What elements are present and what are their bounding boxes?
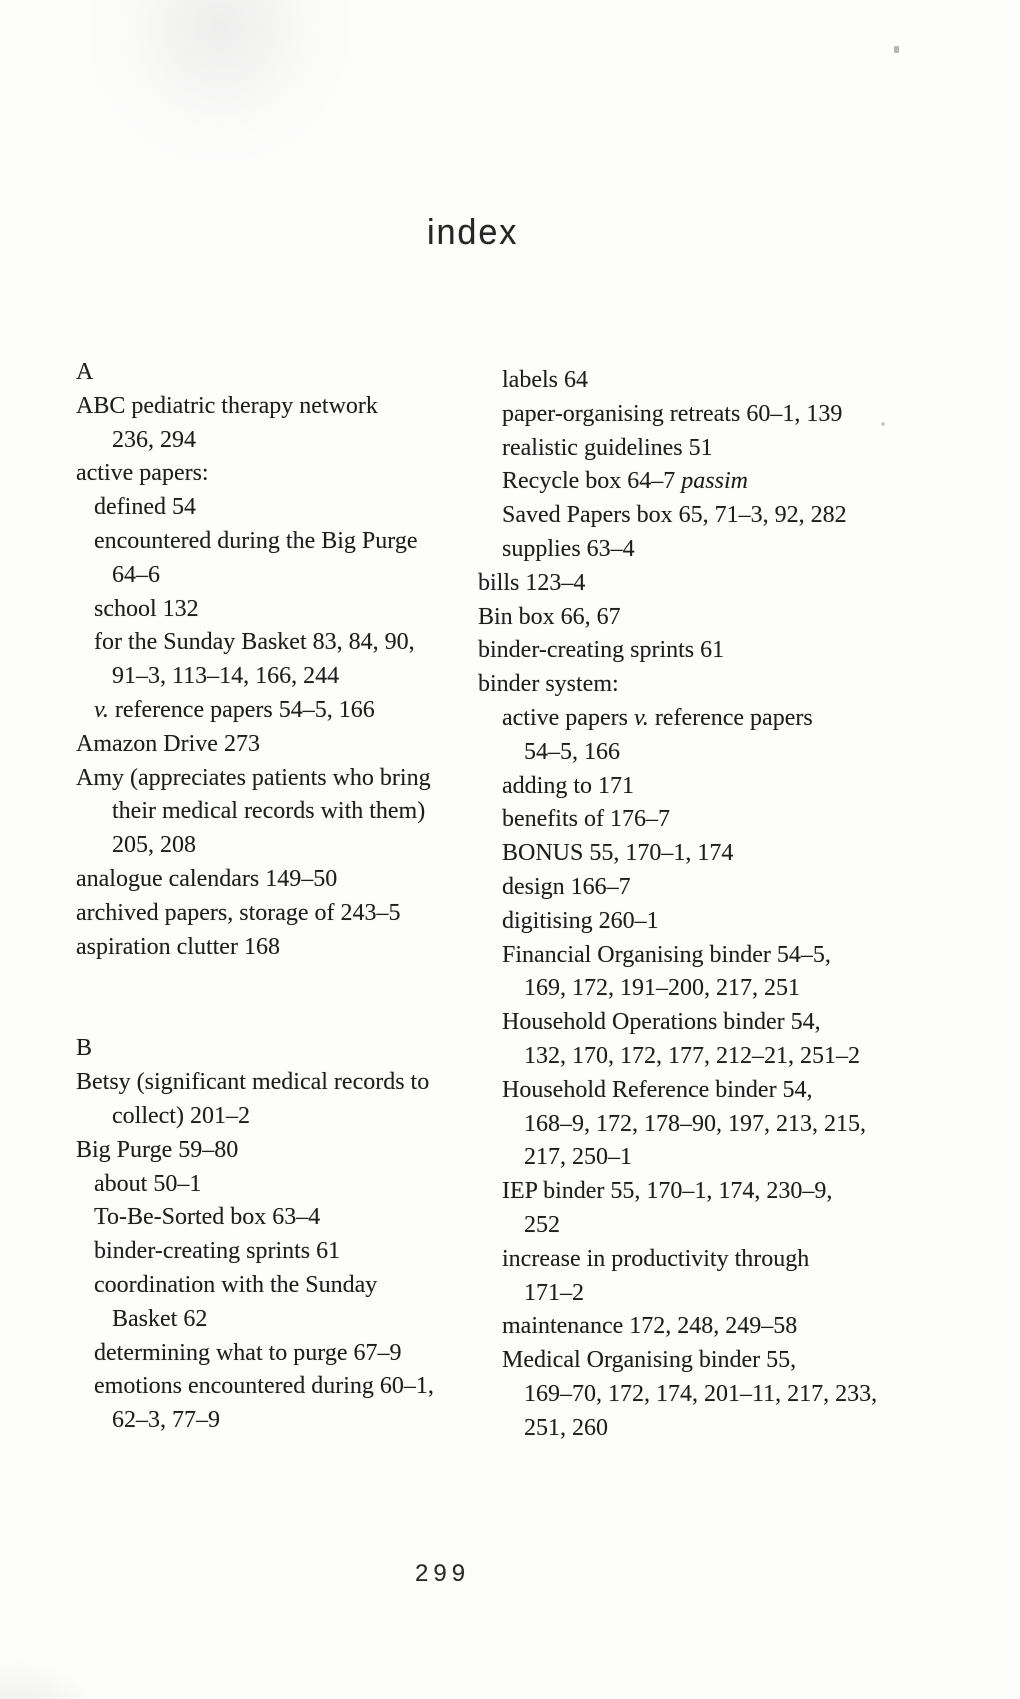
index-entry-line: 168–9, 172, 178–90, 197, 213, 215,	[524, 1110, 866, 1137]
index-entry-line: 171–2	[524, 1279, 584, 1306]
index-entry-line: Amazon Drive 273	[76, 730, 260, 757]
index-entry-line: Amy (appreciates patients who bring	[76, 764, 431, 791]
index-entry-line: v. reference papers 54–5, 166	[94, 696, 375, 723]
index-entry-line: ABC pediatric therapy network	[76, 392, 378, 419]
index-entry-line: about 50–1	[94, 1170, 202, 1197]
index-entry-line: emotions encountered during 60–1,	[94, 1373, 434, 1400]
index-column-left	[76, 356, 471, 1438]
index-entry-line: maintenance 172, 248, 249–58	[502, 1313, 798, 1340]
index-entry-line: Household Operations binder 54,	[502, 1009, 821, 1036]
index-entry-line: IEP binder 55, 170–1, 174, 230–9,	[502, 1178, 833, 1205]
index-entry-line: active papers v. reference papers	[502, 704, 813, 731]
index-entry-line: B	[76, 1035, 93, 1062]
index-entry-line: bills 123–4	[478, 569, 586, 596]
index-entry-line: 252	[524, 1211, 560, 1238]
index-entry-line: adding to 171	[502, 772, 634, 799]
index-entry-line: supplies 63–4	[502, 535, 635, 562]
index-entry-line: Financial Organising binder 54–5,	[502, 941, 831, 968]
index-entry-line: school 132	[94, 595, 199, 622]
index-entry-line: encountered during the Big Purge	[94, 527, 418, 554]
index-entry-line: 205, 208	[112, 832, 196, 859]
index-entry-line: 91–3, 113–14, 166, 244	[112, 663, 340, 690]
index-entry-line: coordination with the Sunday	[94, 1271, 378, 1298]
index-entry-line: 169, 172, 191–200, 217, 251	[524, 975, 800, 1002]
index-entry-line: their medical records with them)	[112, 798, 426, 825]
index-entry-line: archived papers, storage of 243–5	[76, 899, 401, 926]
index-entry-line: 62–3, 77–9	[112, 1407, 220, 1434]
index-entry-line: determining what to purge 67–9	[94, 1339, 402, 1366]
index-entry-line: analogue calendars 149–50	[76, 865, 338, 892]
index-entry-line: binder-creating sprints 61	[94, 1238, 341, 1265]
index-entry-line: 132, 170, 172, 177, 212–21, 251–2	[524, 1042, 860, 1069]
index-entry-line: design 166–7	[502, 873, 631, 900]
index-entry-line: benefits of 176–7	[502, 806, 670, 833]
index-entry-line: 169–70, 172, 174, 201–11, 217, 233,	[524, 1380, 878, 1407]
index-column-right	[478, 364, 958, 1446]
index-entry-line: 54–5, 166	[524, 738, 620, 765]
index-entry-line: collect) 201–2	[112, 1102, 250, 1129]
scan-smudge-bottom-left	[0, 1660, 100, 1699]
index-entry-line: A	[76, 359, 94, 385]
index-entry-line: Household Reference binder 54,	[502, 1076, 813, 1103]
index-entry-line: realistic guidelines 51	[502, 434, 713, 461]
index-entry-line: Big Purge 59–80	[76, 1136, 239, 1163]
index-entry-line: increase in productivity through	[502, 1245, 810, 1272]
index-entry-line: defined 54	[94, 494, 196, 521]
index-entry-line: paper-organising retreats 60–1, 139	[502, 400, 843, 427]
scan-speck-top-right	[894, 46, 899, 53]
index-entry-line: binder system:	[478, 671, 619, 698]
index-entry-line: Medical Organising binder 55,	[502, 1347, 797, 1374]
index-entry-line: To-Be-Sorted box 63–4	[94, 1204, 321, 1231]
index-entry-line: digitising 260–1	[502, 907, 659, 934]
index-entry-line: Saved Papers box 65, 71–3, 92, 282	[502, 502, 847, 529]
index-entry-line: labels 64	[502, 367, 588, 393]
index-entry-line: BONUS 55, 170–1, 174	[502, 840, 734, 867]
page-title: index	[427, 211, 519, 252]
index-entry-line: Bin box 66, 67	[478, 603, 621, 630]
index-entry-line: 236, 294	[112, 426, 196, 453]
page-number: 299	[415, 1560, 471, 1587]
index-entry-line: Betsy (significant medical records to	[76, 1069, 430, 1096]
index-entry-line: 64–6	[112, 561, 160, 588]
index-entry-line: Recycle box 64–7 passim	[502, 468, 748, 495]
index-entry-line: Basket 62	[112, 1305, 208, 1332]
index-entry-line: 251, 260	[524, 1414, 608, 1441]
index-entry-line: binder-creating sprints 61	[478, 637, 725, 664]
scan-smudge-top-left	[90, 0, 350, 160]
index-entry-line: aspiration clutter 168	[76, 933, 280, 960]
index-entry-line: 217, 250–1	[524, 1144, 632, 1171]
index-entry-line: for the Sunday Basket 83, 84, 90,	[94, 629, 415, 656]
index-entry-line: active papers:	[76, 460, 209, 487]
